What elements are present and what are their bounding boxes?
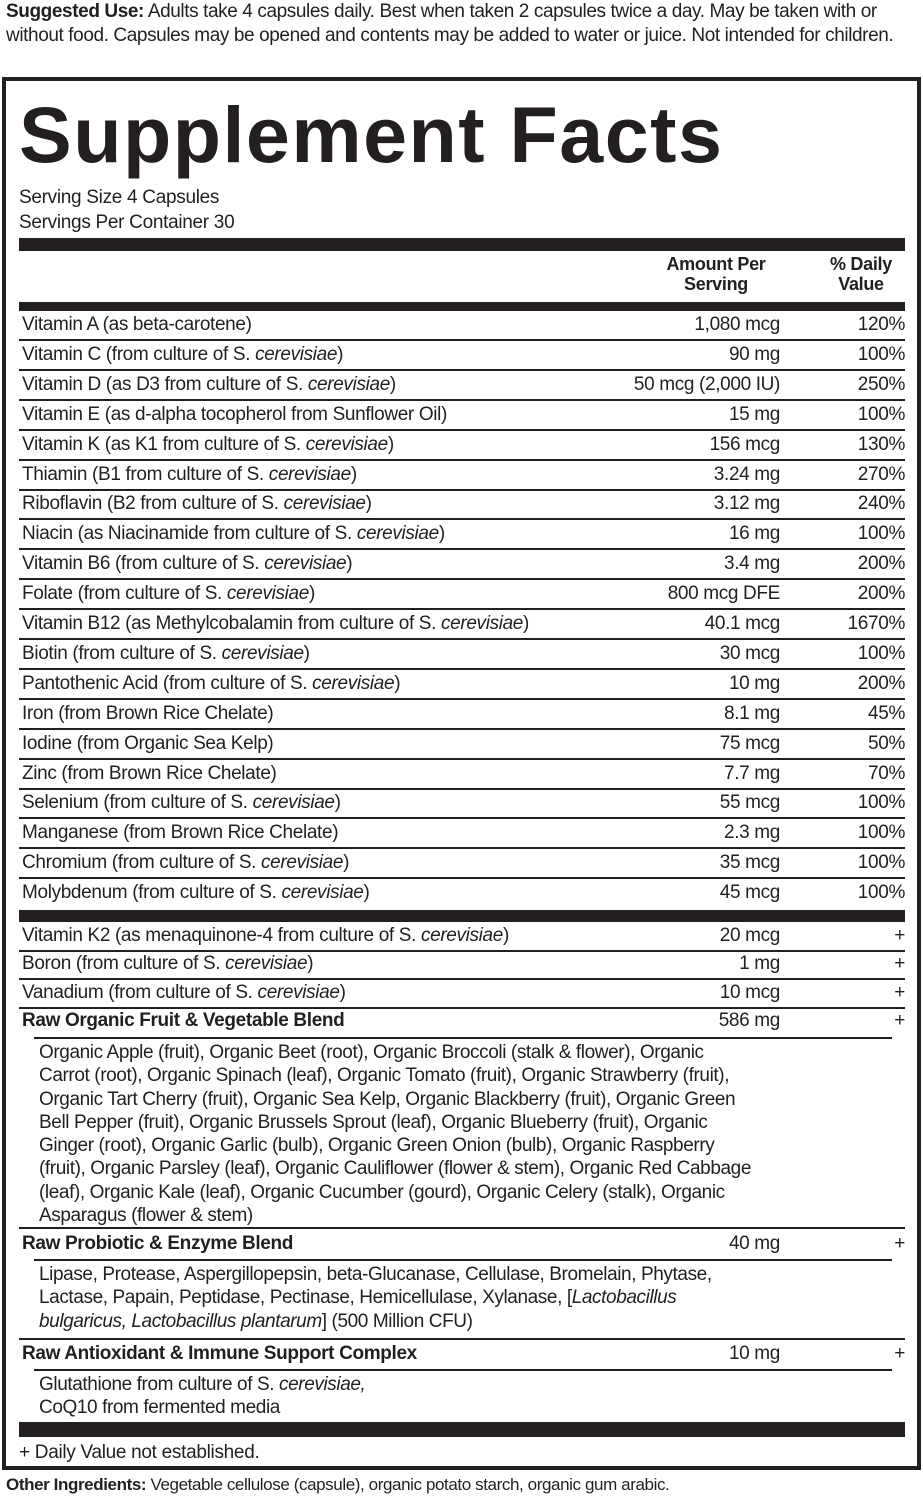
- nutrient-name: [22, 879, 370, 907]
- nutrient-amount: 10 mg: [728, 672, 780, 694]
- text: Vitamin K (as K1 from culture of S.: [22, 433, 306, 455]
- nutrient-name: [22, 550, 352, 578]
- column-header-amount-line2: Serving: [684, 274, 748, 294]
- thick-divider: [19, 302, 905, 311]
- nutrient-name: [22, 431, 394, 459]
- nutrient-name: [22, 461, 357, 489]
- nutrient-name: [22, 610, 529, 638]
- nutrient-dv: 200%: [857, 672, 905, 694]
- text: Vitamin E (as d-alpha tocopherol from Sunflower Oil): [22, 403, 447, 425]
- text: ): [503, 925, 509, 946]
- nutrient-row: [19, 849, 905, 879]
- other-ingredients-text: Vegetable cellulose (capsule), organic potato starch, organic gum arabic.: [146, 1475, 670, 1494]
- nutrient-dv: 270%: [857, 463, 905, 485]
- nutrient-amount: 16 mg: [728, 523, 780, 545]
- nutrient-row: [19, 640, 905, 670]
- text: Manganese (from Brown Rice Chelate): [22, 822, 339, 844]
- nutrient-name: [22, 670, 400, 698]
- italic-text: cerevisiae,: [279, 1374, 366, 1395]
- text: Lactase, Papain, Peptidase, Pectinase, Hemicellulase, Xylanase, [: [39, 1287, 572, 1309]
- text: ): [387, 433, 394, 455]
- other-ingredients-label: Other Ingredients:: [6, 1475, 147, 1494]
- nutrient-amount: 45 mcg: [719, 882, 780, 904]
- nutrient-dv: 1670%: [847, 613, 905, 634]
- nutrient-row: [19, 730, 905, 760]
- blend-ingredients-line: (leaf), Organic Kale (leaf), Organic Cucumber (gourd), Organic Celery (stalk), Organic: [39, 1181, 725, 1203]
- nutrient-dv: 100%: [857, 792, 905, 814]
- nutrient-amount: 1 mg: [739, 953, 780, 975]
- nutrient-amount: 50 mcg (2,000 IU): [633, 373, 780, 395]
- supplement-facts-panel: [2, 77, 921, 1470]
- text: ] (500 Million CFU): [321, 1310, 473, 1332]
- text: Vitamin B12 (as Methylcobalamin from culture of S.: [22, 613, 441, 634]
- blend-ingredients-line: Organic Apple (fruit), Organic Beet (root), Organic Broccoli (stalk & flower), Organic: [39, 1042, 704, 1063]
- text: Molybdenum (from culture of S.: [22, 882, 282, 904]
- text: ): [334, 792, 341, 814]
- nutrient-row: [19, 700, 905, 730]
- text: Vitamin D (as D3 from culture of S.: [22, 373, 308, 395]
- column-header-dv: [816, 254, 906, 294]
- blend-amount: 10 mg: [728, 1343, 780, 1364]
- thick-divider: [19, 1422, 905, 1437]
- nutrient-dv: 100%: [857, 642, 905, 664]
- nutrient-dv: 100%: [857, 523, 905, 545]
- nutrient-dv: 120%: [857, 314, 905, 335]
- nutrient-name: [22, 640, 310, 668]
- nutrient-name: [22, 819, 338, 847]
- nutrient-amount: 7.7 mg: [724, 762, 780, 784]
- nutrient-name: [22, 979, 346, 1007]
- nutrient-row: [19, 979, 905, 1009]
- italic-text: cerevisiae: [255, 343, 338, 365]
- nutrient-name: [22, 401, 447, 429]
- thick-divider: [19, 238, 905, 251]
- nutrient-name: [22, 520, 445, 548]
- text: ): [337, 343, 344, 365]
- nutrient-amount: 55 mcg: [719, 792, 780, 814]
- italic-text: bulgaricus, Lactobacillus plantarum: [39, 1310, 322, 1332]
- italic-text: cerevisiae: [225, 953, 308, 975]
- nutrient-dv: +: [894, 953, 905, 975]
- nutrient-amount: 3.24 mg: [713, 463, 780, 485]
- text: ): [394, 672, 401, 694]
- nutrient-name: [22, 950, 313, 978]
- text: Zinc (from Brown Rice Chelate): [22, 762, 277, 784]
- italic-text: cerevisiae: [440, 613, 524, 634]
- blend-ingredients-line: Carrot (root), Organic Spinach (leaf), Organic Tomato (fruit), Organic Strawberry (fruit),: [39, 1065, 730, 1087]
- nutrient-amount: 8.1 mg: [724, 702, 780, 724]
- nutrient-row: [19, 819, 905, 849]
- text: Glutathione from culture of S.: [39, 1374, 279, 1395]
- nutrient-name: [22, 341, 343, 369]
- nutrient-name: [22, 730, 273, 758]
- nutrient-dv: 100%: [857, 852, 905, 874]
- nutrient-amount: 10 mcg: [719, 981, 780, 1003]
- nutrient-dv: 100%: [857, 822, 905, 844]
- nutrient-dv: 100%: [857, 403, 905, 425]
- text: ): [303, 642, 310, 664]
- text: Selenium (from culture of S.: [22, 792, 253, 814]
- text: ): [363, 882, 370, 904]
- nutrient-amount: 2.3 mg: [724, 822, 780, 844]
- nutrient-amount: 3.12 mg: [713, 493, 780, 515]
- nutrient-name: [22, 760, 277, 788]
- text: ): [350, 463, 357, 485]
- nutrient-name: [22, 789, 341, 817]
- blend-name: Raw Antioxidant & Immune Support Complex: [22, 1343, 417, 1364]
- italic-text: cerevisiae: [268, 463, 351, 485]
- blend-row: [19, 1007, 905, 1035]
- blend-dv: +: [894, 1343, 905, 1364]
- italic-text: cerevisiae: [281, 882, 364, 904]
- nutrient-row: [19, 520, 905, 550]
- text: Biotin (from culture of S.: [22, 642, 222, 664]
- text: ): [389, 373, 396, 395]
- text: Thiamin (B1 from culture of S.: [22, 463, 269, 485]
- nutrient-name: [22, 580, 315, 608]
- nutrient-row: [19, 950, 905, 980]
- panel-title: Supplement Facts: [19, 90, 724, 179]
- suggested-use-text: Adults take 4 capsules daily. Best when taken 2 capsules twice a day. May be taken with or without food. Capsules may be opened and contents may be added to water or juice. Not intended for children.: [6, 1, 894, 46]
- italic-text: cerevisiae: [252, 792, 335, 814]
- text: Riboflavin (B2 from culture of S.: [22, 493, 284, 515]
- text: ): [307, 953, 314, 975]
- nutrient-row: [19, 879, 905, 907]
- text: ): [365, 493, 372, 515]
- nutrient-row: [19, 610, 905, 640]
- nutrient-row: [19, 670, 905, 700]
- nutrient-amount: 156 mcg: [709, 433, 780, 455]
- italic-text: cerevisiae: [307, 373, 390, 395]
- nutrient-amount: 20 mcg: [719, 925, 780, 946]
- nutrient-amount: 90 mg: [728, 343, 780, 365]
- text: Pantothenic Acid (from culture of S.: [22, 672, 313, 694]
- text: Vitamin K2 (as menaquinone-4 from culture of S.: [22, 925, 421, 946]
- text: Vanadium (from culture of S.: [22, 981, 258, 1003]
- nutrient-row: [19, 371, 905, 401]
- italic-text: cerevisiae: [283, 493, 366, 515]
- nutrient-row: [19, 789, 905, 819]
- nutrient-name: [22, 922, 509, 950]
- italic-text: cerevisiae: [221, 642, 304, 664]
- other-ingredients: [6, 1474, 669, 1496]
- nutrient-dv: 100%: [857, 882, 905, 904]
- suggested-use: [6, 0, 906, 48]
- nutrient-row: [19, 461, 905, 491]
- nutrient-dv: 70%: [868, 762, 905, 784]
- column-header-dv-line1: % Daily: [830, 254, 892, 274]
- nutrient-row: [19, 341, 905, 371]
- nutrient-dv: 130%: [857, 433, 905, 455]
- blend-amount: 586 mg: [718, 1010, 780, 1031]
- text: Vitamin C (from culture of S.: [22, 343, 256, 365]
- blend-ingredients: [34, 1037, 892, 1227]
- text: ): [346, 553, 353, 575]
- nutrient-row: [19, 922, 905, 952]
- column-header-amount-line1: Amount Per: [666, 254, 766, 274]
- nutrient-dv: +: [894, 925, 905, 946]
- serving-size: Serving Size 4 Capsules: [19, 187, 220, 208]
- blend-ingredients-line: (fruit), Organic Parsley (leaf), Organic Cauliflower (flower & stem), Organic Red Cabbage: [39, 1158, 751, 1180]
- nutrient-name: [22, 849, 349, 877]
- nutrient-amount: 30 mcg: [719, 642, 780, 664]
- text: ): [339, 981, 346, 1003]
- italic-text: Lactobacillus: [571, 1287, 677, 1309]
- nutrient-dv: 240%: [857, 493, 905, 515]
- column-header-amount: [646, 254, 786, 294]
- blend-row: [19, 1230, 905, 1258]
- blend-ingredients-line: Lipase, Protease, Aspergillopepsin, beta-Glucanase, Cellulase, Bromelain, Phytase,: [39, 1264, 712, 1285]
- nutrient-dv: +: [894, 981, 905, 1003]
- footnote: + Daily Value not established.: [19, 1442, 260, 1463]
- italic-text: cerevisiae: [261, 852, 344, 874]
- italic-text: cerevisiae: [312, 672, 395, 694]
- italic-text: cerevisiae: [305, 433, 388, 455]
- blend-name: Raw Organic Fruit & Vegetable Blend: [22, 1010, 345, 1031]
- text: ): [523, 613, 530, 634]
- italic-text: cerevisiae: [420, 925, 503, 946]
- divider: [19, 1227, 905, 1229]
- nutrient-amount: 15 mg: [728, 403, 780, 425]
- nutrient-amount: 40.1 mcg: [704, 613, 780, 634]
- text: ): [343, 852, 350, 874]
- italic-text: cerevisiae: [264, 553, 347, 575]
- blend-ingredients-line: [39, 1286, 892, 1309]
- text: Vitamin B6 (from culture of S.: [22, 553, 265, 575]
- blend-ingredients-line: [39, 1373, 892, 1396]
- blend-name: Raw Probiotic & Enzyme Blend: [22, 1233, 294, 1254]
- blend-ingredients-line: CoQ10 from fermented media: [39, 1397, 280, 1419]
- text: ): [308, 583, 315, 605]
- nutrient-amount: 3.4 mg: [724, 553, 780, 575]
- nutrient-row: [19, 550, 905, 580]
- text: Iron (from Brown Rice Chelate): [22, 702, 274, 724]
- nutrient-row: [19, 580, 905, 610]
- blend-ingredients: [34, 1369, 892, 1423]
- thick-divider: [19, 910, 905, 922]
- italic-text: cerevisiae: [257, 981, 340, 1003]
- nutrient-dv: 45%: [868, 702, 905, 724]
- nutrient-amount: 800 mcg DFE: [667, 583, 780, 605]
- blend-amount: 40 mg: [728, 1233, 780, 1254]
- blend-dv: +: [894, 1010, 905, 1031]
- italic-text: cerevisiae: [226, 583, 309, 605]
- italic-text: cerevisiae: [356, 523, 439, 545]
- nutrient-name: [22, 700, 273, 728]
- serving-info: [19, 185, 234, 235]
- nutrient-amount: 1,080 mcg: [694, 314, 780, 335]
- nutrient-row: [19, 311, 905, 341]
- nutrient-row: [19, 401, 905, 431]
- nutrient-name: [22, 490, 372, 518]
- blend-dv: +: [894, 1233, 905, 1254]
- nutrient-row: [19, 490, 905, 520]
- text: Boron (from culture of S.: [22, 953, 226, 975]
- nutrient-dv: 200%: [857, 553, 905, 575]
- nutrient-name: [22, 311, 252, 339]
- column-header-dv-line2: Value: [838, 274, 884, 294]
- nutrient-amount: 35 mcg: [719, 852, 780, 874]
- nutrient-row: [19, 431, 905, 461]
- blend-ingredients: [34, 1259, 892, 1338]
- blend-ingredients-line: [39, 1310, 892, 1333]
- blend-ingredients-line: Asparagus (flower & stem): [39, 1205, 253, 1227]
- nutrient-name: [22, 371, 396, 399]
- blend-ingredients-line: Ginger (root), Organic Garlic (bulb), Organic Green Onion (bulb), Organic Raspberry: [39, 1135, 715, 1157]
- blend-ingredients-line: Bell Pepper (fruit), Organic Brussels Sprout (leaf), Organic Blueberry (fruit), Organic: [39, 1111, 708, 1133]
- text: Iodine (from Organic Sea Kelp): [22, 732, 274, 754]
- text: Folate (from culture of S.: [22, 583, 227, 605]
- text: Niacin (as Niacinamide from culture of S.: [22, 523, 357, 545]
- text: Vitamin A (as beta-carotene): [22, 314, 252, 335]
- servings-per-container: Servings Per Container 30: [19, 212, 235, 233]
- nutrient-dv: 250%: [857, 373, 905, 395]
- nutrient-dv: 50%: [868, 732, 905, 754]
- nutrient-amount: 75 mcg: [719, 732, 780, 754]
- nutrient-dv: 100%: [857, 343, 905, 365]
- blend-row: [19, 1340, 905, 1368]
- nutrient-dv: 200%: [857, 583, 905, 605]
- blend-ingredients-line: Organic Tart Cherry (fruit), Organic Sea Kelp, Organic Blackberry (fruit), Organic Green: [39, 1088, 736, 1110]
- suggested-use-label: Suggested Use:: [6, 1, 144, 22]
- nutrient-row: [19, 760, 905, 790]
- text: ): [438, 523, 445, 545]
- text: Chromium (from culture of S.: [22, 852, 262, 874]
